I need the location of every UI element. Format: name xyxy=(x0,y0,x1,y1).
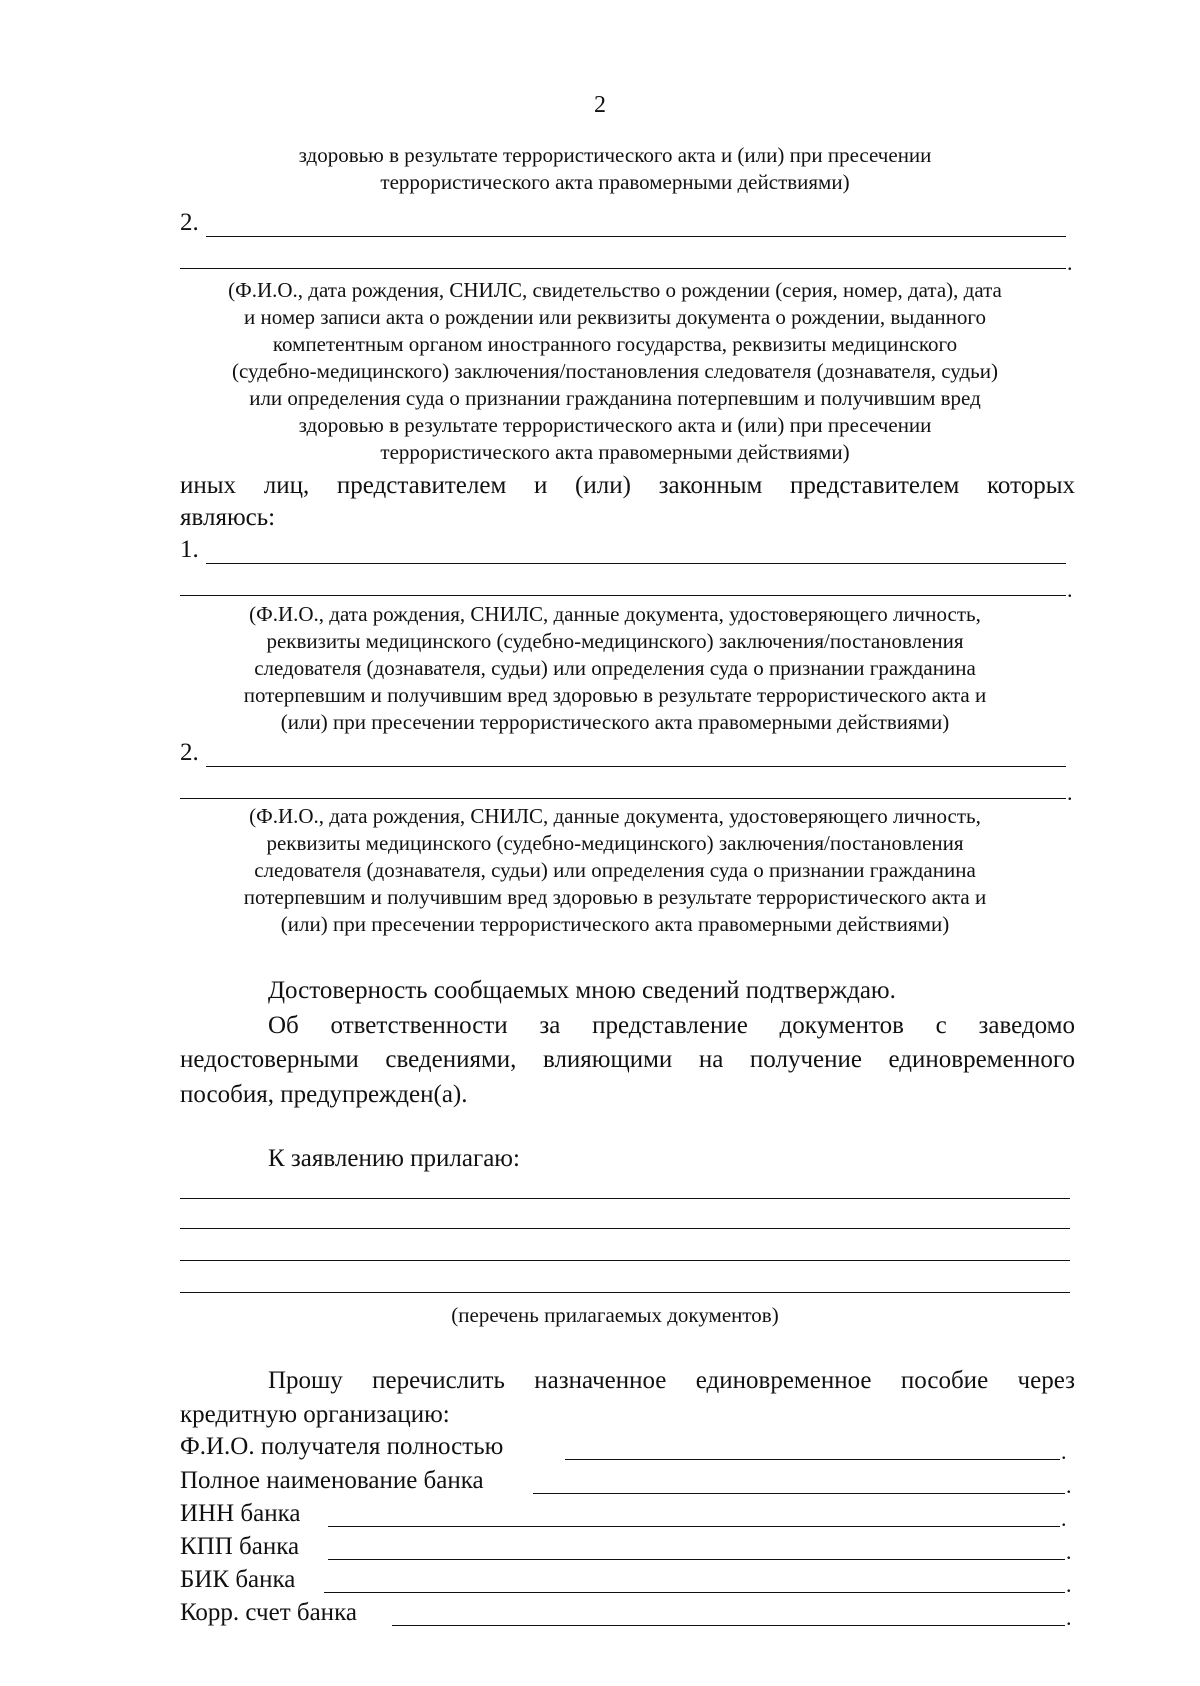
caption-line: компетентным органом иностранного государства, реквизиты медицинского xyxy=(272,332,958,356)
caption-line: реквизиты медицинского (судебно-медицинского) заключения/постановления xyxy=(266,831,964,855)
bank-corr-account-field[interactable] xyxy=(392,1625,1065,1626)
caption-line: террористического акта правомерными действиями) xyxy=(380,170,850,194)
caption-line: (судебно-медицинского) заключения/постановления следователя (дознавателя, судьи) xyxy=(232,359,998,383)
caption-line: потерпевшим и получившим вред здоровью в результате террористического акта и xyxy=(243,683,987,707)
payment-request-line-1: Прошу перечислить назначенное единовременное пособие через xyxy=(268,1367,1075,1394)
line-end-period: . xyxy=(1067,250,1073,275)
caption-line: здоровью в результате террористического акта и (или) при пресечении xyxy=(298,413,932,437)
bank-inn-field[interactable] xyxy=(328,1526,1060,1527)
page-number: 2 xyxy=(594,92,606,118)
caption-line: (Ф.И.О., дата рождения, СНИЛС, данные документа, удостоверяющего личность, xyxy=(249,602,981,626)
attachments-caption: (перечень прилагаемых документов) xyxy=(451,1303,779,1327)
payment-request-line-2: кредитную организацию: xyxy=(180,1401,450,1428)
bank-bik-label: БИК банка xyxy=(180,1566,296,1593)
caption-line: (Ф.И.О., дата рождения, СНИЛС, свидетельство о рождении (серия, номер, дата), дата xyxy=(228,278,1002,302)
caption-line: следователя (дознавателя, судьи) или определения суда о признании гражданина xyxy=(254,858,976,882)
other-person-item-1-line-2[interactable] xyxy=(180,595,1066,596)
caption-line: следователя (дознавателя, судьи) или определения суда о признании гражданина xyxy=(254,656,976,680)
attachments-heading: К заявлению прилагаю: xyxy=(268,1145,520,1172)
caption-line: (Ф.И.О., дата рождения, СНИЛС, данные документа, удостоверяющего личность, xyxy=(249,804,981,828)
caption-line: или определения суда о признании гражданина потерпевшим и получившим вред xyxy=(249,386,981,410)
other-persons-intro-line-2: являюсь: xyxy=(180,504,276,531)
bank-kpp-label: КПП банка xyxy=(180,1533,300,1560)
confirmation-statement: Достоверность сообщаемых мною сведений подтверждаю. xyxy=(268,977,896,1004)
attachment-line-2[interactable] xyxy=(180,1228,1070,1229)
victim-item-2-number: 2. xyxy=(180,209,199,236)
victim-item-2-line-1[interactable] xyxy=(206,236,1066,237)
responsibility-line-3: пособия, предупрежден(а). xyxy=(180,1081,468,1108)
bank-corr-account-label: Корр. счет банка xyxy=(180,1599,357,1626)
other-person-item-1-caption xyxy=(170,601,1060,736)
caption-line: и номер записи акта о рождении или реквизиты документа о рождении, выданного xyxy=(244,305,986,329)
line-end-period: . xyxy=(1067,577,1073,602)
recipient-name-field[interactable] xyxy=(565,1459,1060,1460)
caption-line: (или) при пресечении террористического акта правомерными действиями) xyxy=(280,912,950,936)
bank-inn-label: ИНН банка xyxy=(180,1500,301,1527)
bank-bik-field[interactable] xyxy=(324,1592,1065,1593)
line-end-period: . xyxy=(1061,1439,1067,1464)
attachment-line-1[interactable] xyxy=(180,1198,1070,1199)
other-person-item-2-line-2[interactable] xyxy=(180,798,1066,799)
other-person-item-2-caption xyxy=(170,803,1060,938)
other-person-item-1-line-1[interactable] xyxy=(206,563,1066,564)
bank-kpp-field[interactable] xyxy=(328,1559,1065,1560)
caption-line: реквизиты медицинского (судебно-медицинского) заключения/постановления xyxy=(266,629,964,653)
victim-item-2-line-2[interactable] xyxy=(180,268,1066,269)
line-end-period: . xyxy=(1066,1473,1072,1498)
other-persons-intro-line-1: иных лиц, представителем и (или) законным представителем которых xyxy=(180,472,1075,499)
line-end-period: . xyxy=(1061,1506,1067,1531)
attachment-line-4[interactable] xyxy=(180,1292,1070,1293)
recipient-name-label: Ф.И.О. получателя полностью xyxy=(180,1433,504,1460)
line-end-period: . xyxy=(1066,1572,1072,1597)
caption-line: здоровью в результате террористического акта и (или) при пресечении xyxy=(298,143,932,167)
caption-line: террористического акта правомерными действиями) xyxy=(380,440,850,464)
line-end-period: . xyxy=(1067,780,1073,805)
bank-full-name-field[interactable] xyxy=(533,1493,1065,1494)
top-caption-continued xyxy=(170,142,1060,196)
caption-line: (или) при пресечении террористического акта правомерными действиями) xyxy=(280,710,950,734)
victim-item-2-caption xyxy=(170,277,1060,466)
line-end-period: . xyxy=(1066,1605,1072,1630)
responsibility-line-1: Об ответственности за представление документов с заведомо xyxy=(268,1012,1075,1039)
caption-line: потерпевшим и получившим вред здоровью в результате террористического акта и xyxy=(243,885,987,909)
line-end-period: . xyxy=(1066,1539,1072,1564)
other-person-item-1-number: 1. xyxy=(180,536,199,563)
attachment-line-3[interactable] xyxy=(180,1260,1070,1261)
other-person-item-2-line-1[interactable] xyxy=(206,766,1066,767)
other-person-item-2-number: 2. xyxy=(180,739,199,766)
responsibility-line-2: недостоверными сведениями, влияющими на получение единовременного xyxy=(180,1046,1075,1073)
bank-full-name-label: Полное наименование банка xyxy=(180,1467,484,1494)
